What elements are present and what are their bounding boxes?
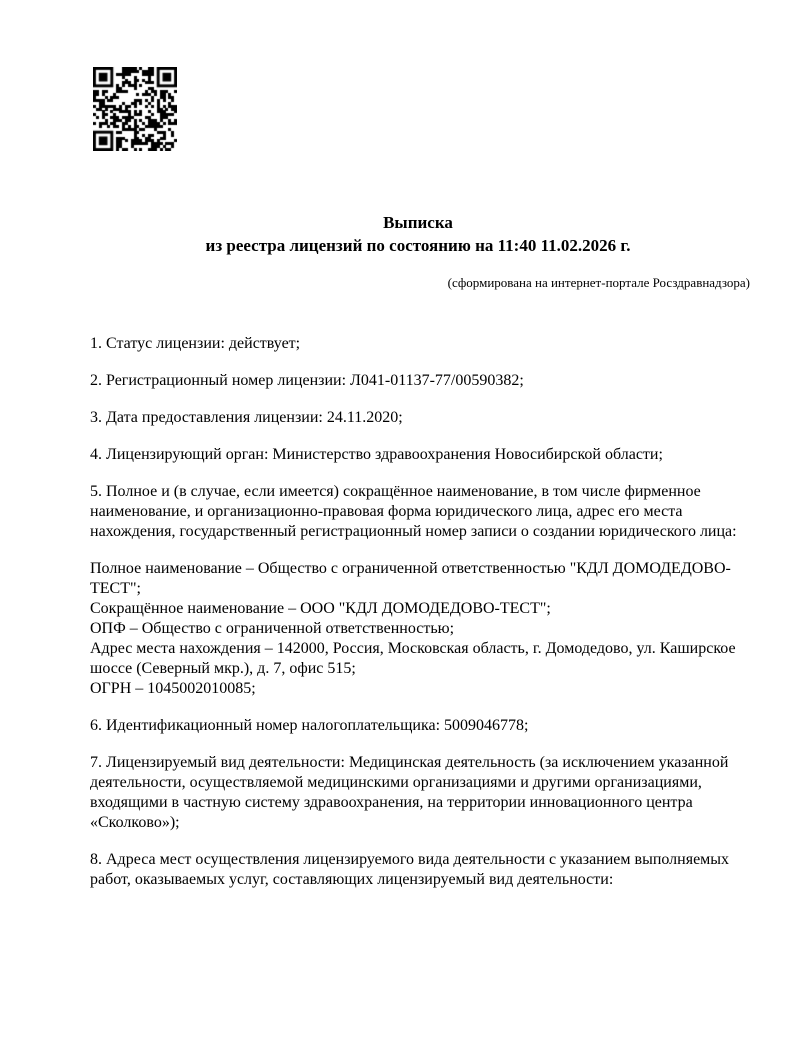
document-content (90, 0, 750, 907)
title-line-2: из реестра лицензий по состоянию на 11:40 11.02.2026 г. (205, 236, 631, 255)
company-full-name: Полное наименование – Общество с ограниченной ответственностью "КДЛ ДОМОДЕДОВО-ТЕСТ"; (90, 560, 731, 597)
paragraph-activity-addresses: 8. Адреса мест осуществления лицензируемого вида деятельности с указанием выполняемых работ, оказываемых услуг, составляющих лицензируемый вид деятельности: (90, 851, 730, 888)
paragraph-inn: 6. Идентификационный номер налогоплательщика: 5009046778; (90, 717, 529, 734)
paragraph-licensing-authority: 4. Лицензирующий орган: Министерство здравоохранения Новосибирской области; (90, 446, 663, 463)
title-line-1: Выписка (383, 213, 453, 232)
company-details (90, 559, 746, 699)
document-title (90, 211, 746, 257)
company-short-name: Сокращённое наименование – ООО "КДЛ ДОМОДЕДОВО-ТЕСТ"; (90, 600, 551, 617)
paragraph-grant-date: 3. Дата предоставления лицензии: 24.11.2020; (90, 409, 403, 426)
document-body (90, 334, 746, 890)
company-ogrn: ОГРН – 1045002010085; (90, 680, 256, 697)
company-legal-form: ОПФ – Общество с ограниченной ответственностью; (90, 620, 455, 637)
generated-note: (сформирована на интернет-портале Росздравнадзора) (447, 275, 750, 290)
company-address: Адрес места нахождения – 142000, Россия, Московская область, г. Домодедово, ул. Каширское шоссе (Северный мкр.), д. 7, офис 515; (90, 640, 736, 677)
paragraph-license-status: 1. Статус лицензии: действует; (90, 335, 301, 352)
paragraph-activity-type: 7. Лицензируемый вид деятельности: Медицинская деятельность (за исключением указанной деятельности, осуществляемой медицинскими организациями и другими организациями, входящими в частную систему здравоохранения, на территории инновационного центра «Сколково»); (90, 754, 729, 831)
paragraph-name-intro: 5. Полное и (в случае, если имеется) сокращённое наименование, в том числе фирменное наименование, и организационно-правовая форма юридического лица, адрес его места нахождения, государственный регистрационный номер записи о создании юридического лица: (90, 483, 737, 540)
paragraph-registration-number: 2. Регистрационный номер лицензии: Л041-01137-77/00590382; (90, 372, 524, 389)
